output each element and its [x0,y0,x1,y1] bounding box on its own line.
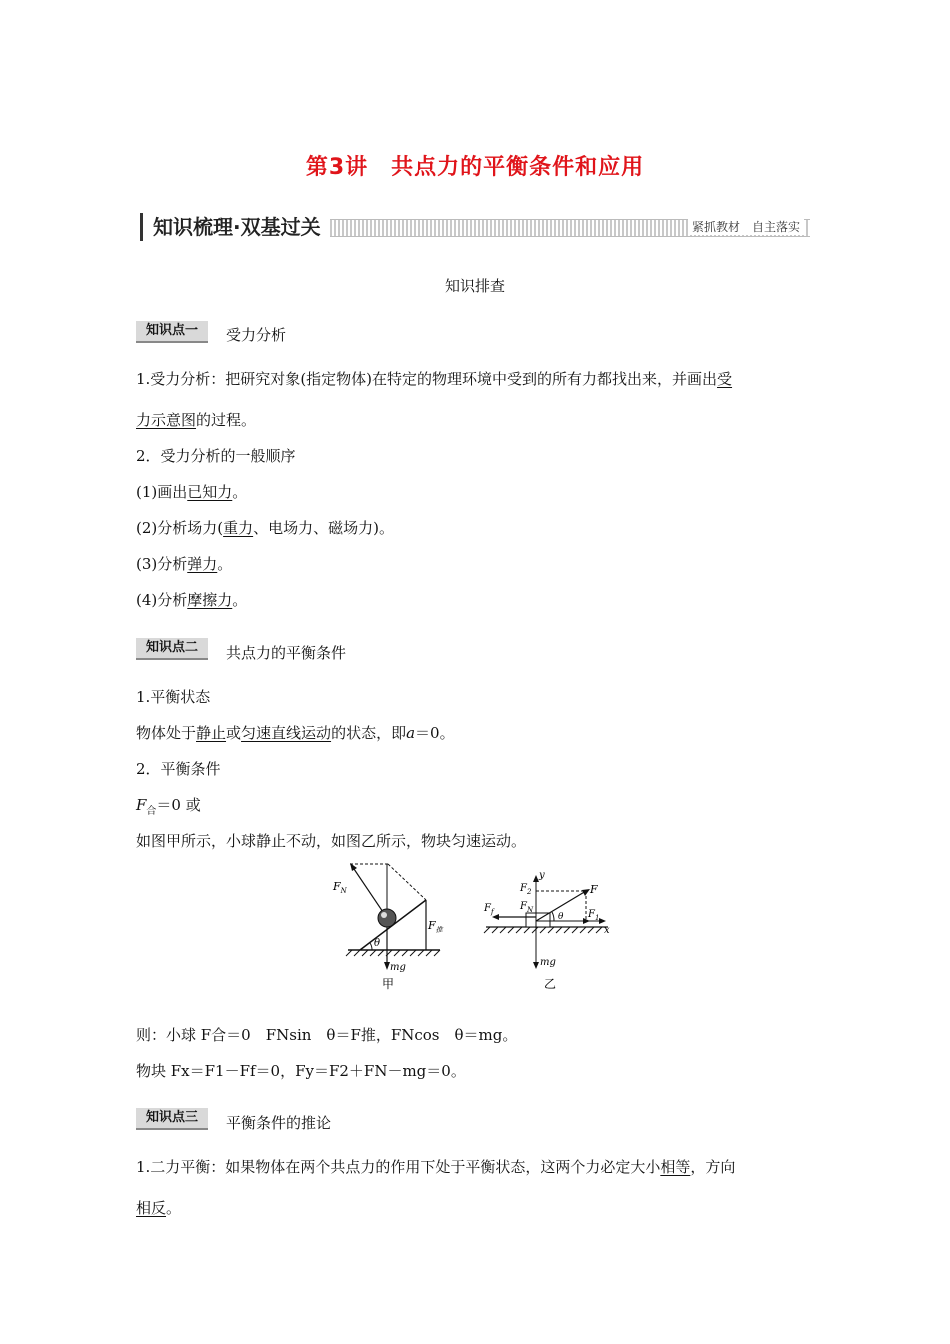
subheading: 知识排查 [444,277,505,295]
equation-block: 物块 Fx＝F1－Ff＝0，Fy＝F2＋FN－mg＝0。 [136,1062,466,1080]
paragraph-line: 如图甲所示，小球静止不动，如图乙所示，物块匀速运动。 [136,832,527,850]
figure-a-ball-on-incline [330,858,460,992]
answer-underline: 已知力 [187,483,233,501]
label-f1: $F_1$ [588,909,600,922]
answer-underline: 相反 [136,1199,167,1217]
paragraph-line: $F_合=0$ 或 [136,796,201,817]
answer-underline: 静止 [196,724,227,742]
banner-left-label: 知识梳理·双基过关 [140,213,327,241]
figure-b-block-sliding [478,865,618,993]
answer-underline: 匀速直线运动 [241,724,332,742]
paragraph-line: 力示意图的过程。 [136,411,257,429]
answer-underline: 重力 [223,519,254,537]
paragraph-line: 2．平衡条件 [136,760,221,778]
answer-underline: 弹力 [187,555,218,573]
figure-caption: 甲 [382,977,395,991]
label-fn: $F_N$ [333,880,347,895]
paragraph-line: (3)分析弹力。 [136,555,233,573]
label-f: F [590,883,598,896]
label-ff: $F_f$ [484,903,494,916]
knowledge-badge-1: 知识点一 [136,321,208,343]
paragraph-line: 1.平衡状态 [136,688,211,706]
label-mg: mg [540,957,556,968]
figure-caption: 乙 [544,977,557,991]
equation-ball: 则：小球 F合＝0 FNsin θ＝F推，FNcos θ＝mg。 [136,1026,518,1044]
paragraph-line: (4)分析摩擦力。 [136,591,248,609]
knowledge-badge-3: 知识点三 [136,1108,208,1130]
page-title: 第3讲 共点力的平衡条件和应用 [305,155,645,180]
paragraph-line: (2)分析场力(重力、电场力、磁场力)。 [136,519,394,537]
knowledge-title-1: 受力分析 [226,326,287,344]
answer-underline: 摩擦力 [187,591,233,609]
knowledge-title-3: 平衡条件的推论 [226,1114,332,1132]
label-theta: θ [558,912,564,922]
answer-underline: 受 [717,370,733,388]
label-ftui: $F_推$ [428,919,443,934]
label-mg: mg [390,962,406,973]
paragraph-line: 物体处于静止或匀速直线运动的状态，即a＝0。 [136,724,455,742]
paragraph-line: 1.受力分析：把研究对象(指定物体)在特定的物理环境中受到的所有力都找出来，并画出受 [136,370,733,388]
section-banner [140,213,810,241]
paragraph-line: 1.二力平衡：如果物体在两个共点力的作用下处于平衡状态，这两个力必定大小相等，方向 [136,1158,736,1176]
label-fn: $F_N$ [520,901,534,914]
label-y: y [539,870,545,881]
paragraph-line: 2．受力分析的一般顺序 [136,447,296,465]
knowledge-badge-2: 知识点二 [136,638,208,660]
paragraph-line: 相反。 [136,1199,182,1217]
answer-underline: 相等 [660,1158,691,1176]
knowledge-title-2: 共点力的平衡条件 [226,644,347,662]
answer-underline: 力示意图 [136,411,197,429]
label-f2: $F_2$ [520,883,532,896]
label-x: x [604,925,610,936]
banner-right-label: 紧抓教材 自主落实 [688,219,804,235]
paragraph-line: (1)画出已知力。 [136,483,248,501]
label-theta: θ [374,938,381,949]
